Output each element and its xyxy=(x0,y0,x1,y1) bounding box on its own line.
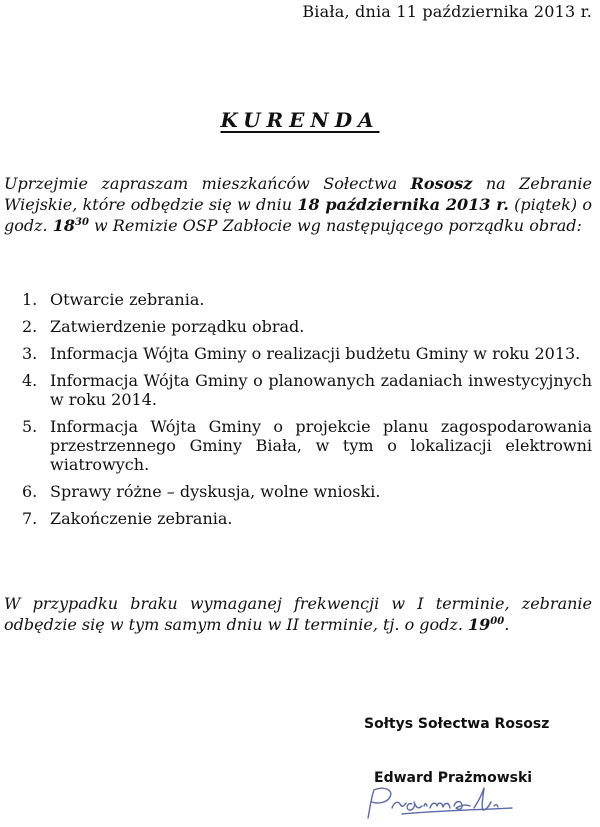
agenda-text: Sprawy różne – dyskusja, wolne wnioski. xyxy=(50,482,381,501)
agenda-number: 6. xyxy=(22,482,38,501)
agenda-list xyxy=(22,290,592,528)
agenda-text: Informacja Wójta Gminy o projekcie planu zagospodarowania przestrzennego Gminy Biała, w tym o lokalizacji elektrowni wiatrowych. xyxy=(50,417,592,474)
agenda-item xyxy=(22,509,592,528)
closing-end: . xyxy=(504,615,510,634)
agenda-text: Informacja Wójta Gminy o realizacji budżetu Gminy w roku 2013. xyxy=(50,344,581,363)
agenda-number: 5. xyxy=(22,417,38,436)
agenda-number: 7. xyxy=(22,509,38,528)
agenda-text: Otwarcie zebrania. xyxy=(50,290,205,309)
agenda-item xyxy=(22,344,592,363)
meeting-minutes: 30 xyxy=(74,217,89,228)
second-term-hour-value: 19 xyxy=(468,615,491,634)
agenda-item xyxy=(22,482,592,501)
intro-text-3: (piątek) o godz. xyxy=(4,195,593,235)
agenda-item xyxy=(22,417,592,474)
document-title: KURENDA xyxy=(220,108,380,132)
intro-text-2: na Zebranie Wiejskie, które odbędzie się w dniu xyxy=(4,174,593,214)
agenda-number: 2. xyxy=(22,317,38,336)
meeting-date: 18 października 2013 r. xyxy=(297,195,509,214)
second-term-hour xyxy=(468,615,504,634)
village-name: Rososz xyxy=(410,174,473,193)
agenda-item xyxy=(22,317,592,336)
agenda-item xyxy=(22,290,592,309)
place-date: Biała, dnia 11 października 2013 r. xyxy=(302,2,592,21)
agenda-item xyxy=(22,371,592,409)
signatory-role: Sołtys Sołectwa Rososz xyxy=(364,716,550,732)
second-term-minutes: 00 xyxy=(490,616,505,627)
signatory-name: Edward Prażmowski xyxy=(374,770,533,786)
intro-paragraph xyxy=(4,173,592,236)
agenda-number: 1. xyxy=(22,290,38,309)
agenda-text: Zatwierdzenie porządku obrad. xyxy=(50,317,305,336)
agenda-number: 3. xyxy=(22,344,38,363)
meeting-hour-value: 18 xyxy=(52,216,75,235)
closing-text: W przypadku braku wymaganej frekwencji w I terminie, zebranie odbędzie się w tym samym dniu w II terminie, tj. o godz. xyxy=(4,594,592,634)
handwritten-signature xyxy=(362,784,522,824)
closing-paragraph xyxy=(4,593,592,635)
meeting-hour xyxy=(53,216,89,235)
intro-text-1: Uprzejmie zapraszam mieszkańców Sołectwa xyxy=(4,174,411,193)
agenda-number: 4. xyxy=(22,371,38,390)
agenda-text: Informacja Wójta Gminy o planowanych zadaniach inwestycyjnych w roku 2014. xyxy=(50,371,592,409)
intro-text-4: w Remizie OSP Zabłocie wg następującego porządku obrad: xyxy=(88,216,582,235)
agenda-text: Zakończenie zebrania. xyxy=(50,509,233,528)
